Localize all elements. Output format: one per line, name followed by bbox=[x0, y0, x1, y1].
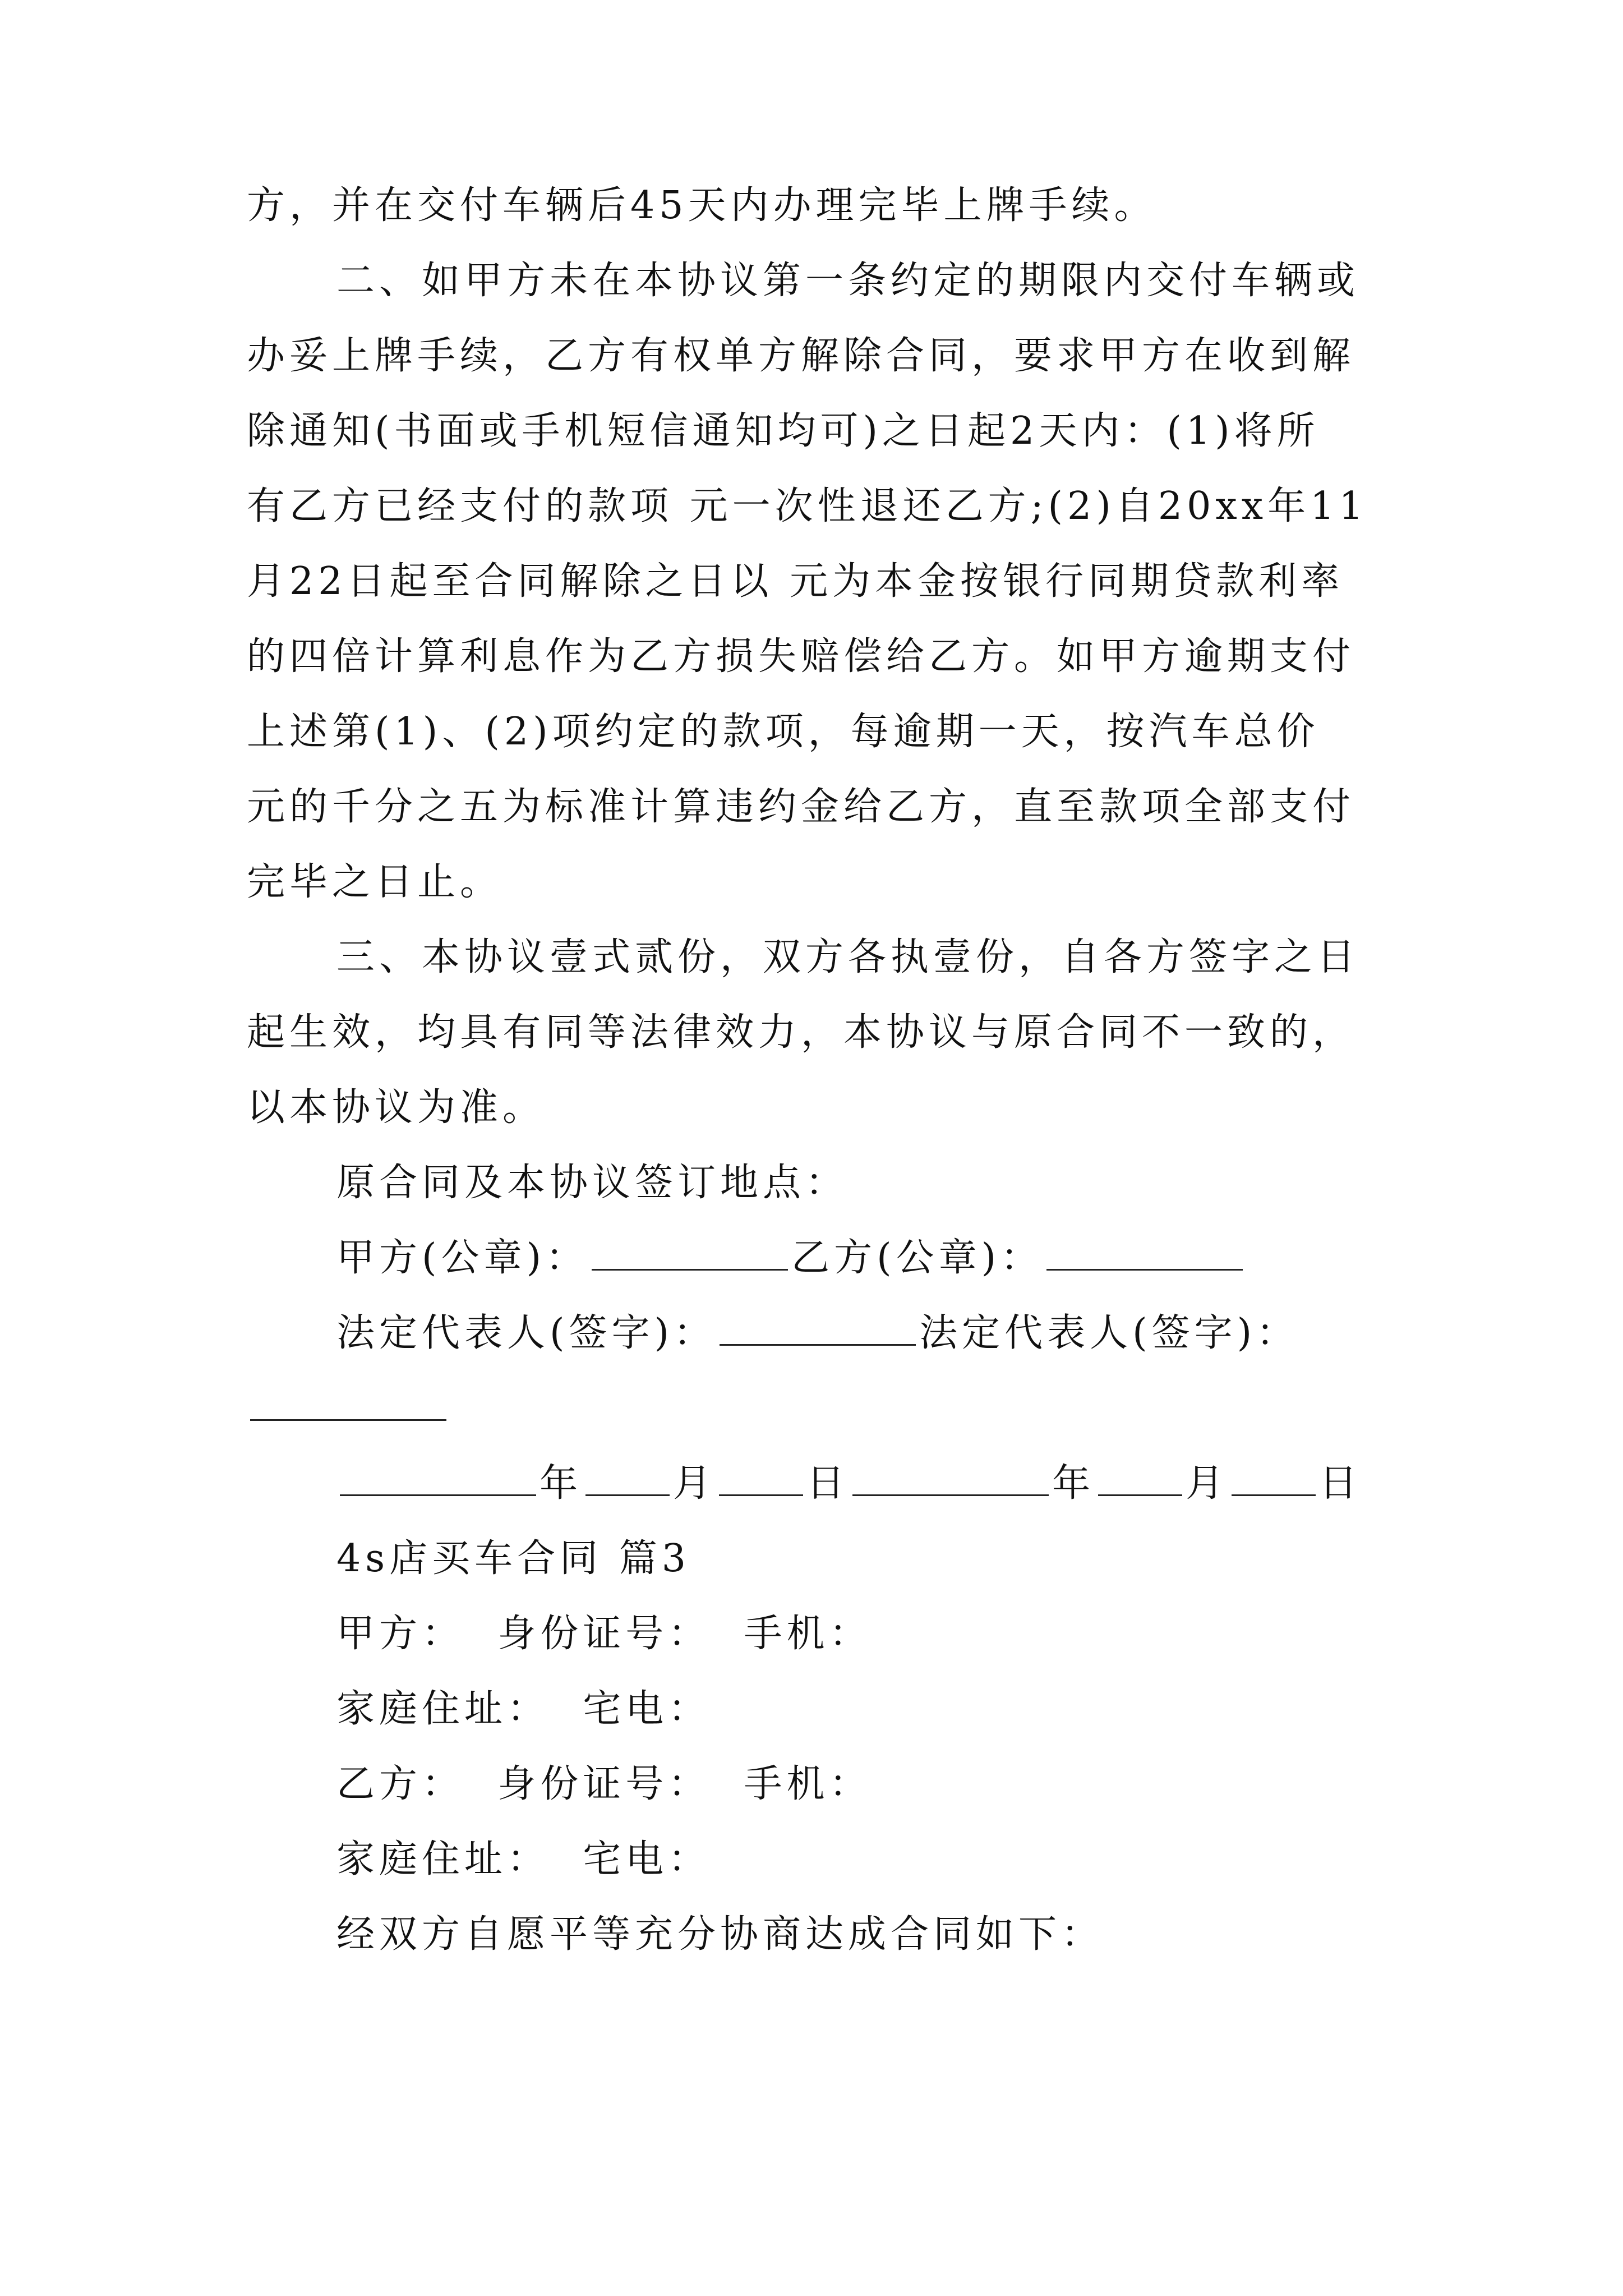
rep-b-blank bbox=[250, 1384, 446, 1421]
day-a-blank bbox=[719, 1460, 803, 1496]
paragraph-line: 上述第(1)、(2)项约定的款项，每逾期一天，按汽车总价 bbox=[247, 710, 1320, 754]
party-b-seal-label: 乙方(公章)： bbox=[791, 1236, 1044, 1280]
contract-intro: 经双方自愿平等充分协商达成合同如下： bbox=[336, 1912, 1104, 1957]
paragraph-line: 方，并在交付车辆后45天内办理完毕上牌手续。 bbox=[247, 183, 1157, 228]
day-a-label: 日 bbox=[806, 1461, 850, 1506]
party-a-seal-label: 甲方(公章)： bbox=[336, 1236, 589, 1280]
rep-b-label: 法定代表人(签字)： bbox=[919, 1311, 1299, 1355]
rep-b-blank-line bbox=[247, 1371, 1380, 1446]
date-line bbox=[247, 1446, 1380, 1521]
day-b-label: 日 bbox=[1319, 1461, 1362, 1506]
representative-line bbox=[247, 1296, 1380, 1371]
party-a-info: 甲方： 身份证号： 手机： bbox=[336, 1612, 872, 1656]
paragraph-line: 完毕之日止。 bbox=[247, 860, 503, 904]
month-a-blank bbox=[585, 1460, 670, 1496]
party-b-seal-blank bbox=[1046, 1234, 1243, 1271]
party-a-seal-blank bbox=[592, 1234, 788, 1271]
paragraph-line: 除通知(书面或手机短信通知均可)之日起2天内：(1)将所 bbox=[247, 409, 1320, 453]
paragraph-line: 办妥上牌手续，乙方有权单方解除合同，要求甲方在收到解 bbox=[247, 334, 1355, 378]
paragraph-line: 三、本协议壹式贰份，双方各执壹份，自各方签字之日 bbox=[336, 935, 1360, 979]
paragraph-line: 二、如甲方未在本协议第一条约定的期限内交付车辆或 bbox=[336, 259, 1360, 303]
party-a-address: 家庭住址： 宅电： bbox=[336, 1687, 711, 1731]
month-a-label: 月 bbox=[673, 1461, 716, 1506]
signing-place-label: 原合同及本协议签订地点： bbox=[336, 1161, 849, 1205]
year-b-label: 年 bbox=[1052, 1461, 1095, 1506]
paragraph-line: 元的千分之五为标准计算违约金给乙方，直至款项全部支付 bbox=[247, 785, 1355, 829]
party-b-info: 乙方： 身份证号： 手机： bbox=[336, 1762, 872, 1806]
paragraph-line: 的四倍计算利息作为乙方损失赔偿给乙方。如甲方逾期支付 bbox=[247, 634, 1355, 679]
paragraph-line: 有乙方已经支付的款项 元一次性退还乙方;(2)自20xx年11 bbox=[247, 484, 1368, 528]
section-heading: 4s店买车合同 篇3 bbox=[336, 1536, 691, 1581]
year-a-blank bbox=[340, 1460, 536, 1496]
year-a-label: 年 bbox=[540, 1461, 583, 1506]
paragraph-line: 起生效，均具有同等法律效力，本协议与原合同不一致的， bbox=[247, 1010, 1355, 1055]
month-b-label: 月 bbox=[1186, 1461, 1229, 1506]
year-b-blank bbox=[852, 1460, 1049, 1496]
rep-a-label: 法定代表人(签字)： bbox=[336, 1311, 717, 1355]
party-b-address: 家庭住址： 宅电： bbox=[336, 1837, 711, 1881]
paragraph-line: 以本协议为准。 bbox=[247, 1085, 546, 1130]
seal-line bbox=[247, 1221, 1380, 1296]
day-b-blank bbox=[1232, 1460, 1316, 1496]
document-page bbox=[247, 168, 1380, 1972]
rep-a-blank bbox=[720, 1309, 916, 1346]
paragraph-line: 月22日起至合同解除之日以 元为本金按银行同期贷款利率 bbox=[247, 559, 1344, 604]
month-b-blank bbox=[1098, 1460, 1182, 1496]
